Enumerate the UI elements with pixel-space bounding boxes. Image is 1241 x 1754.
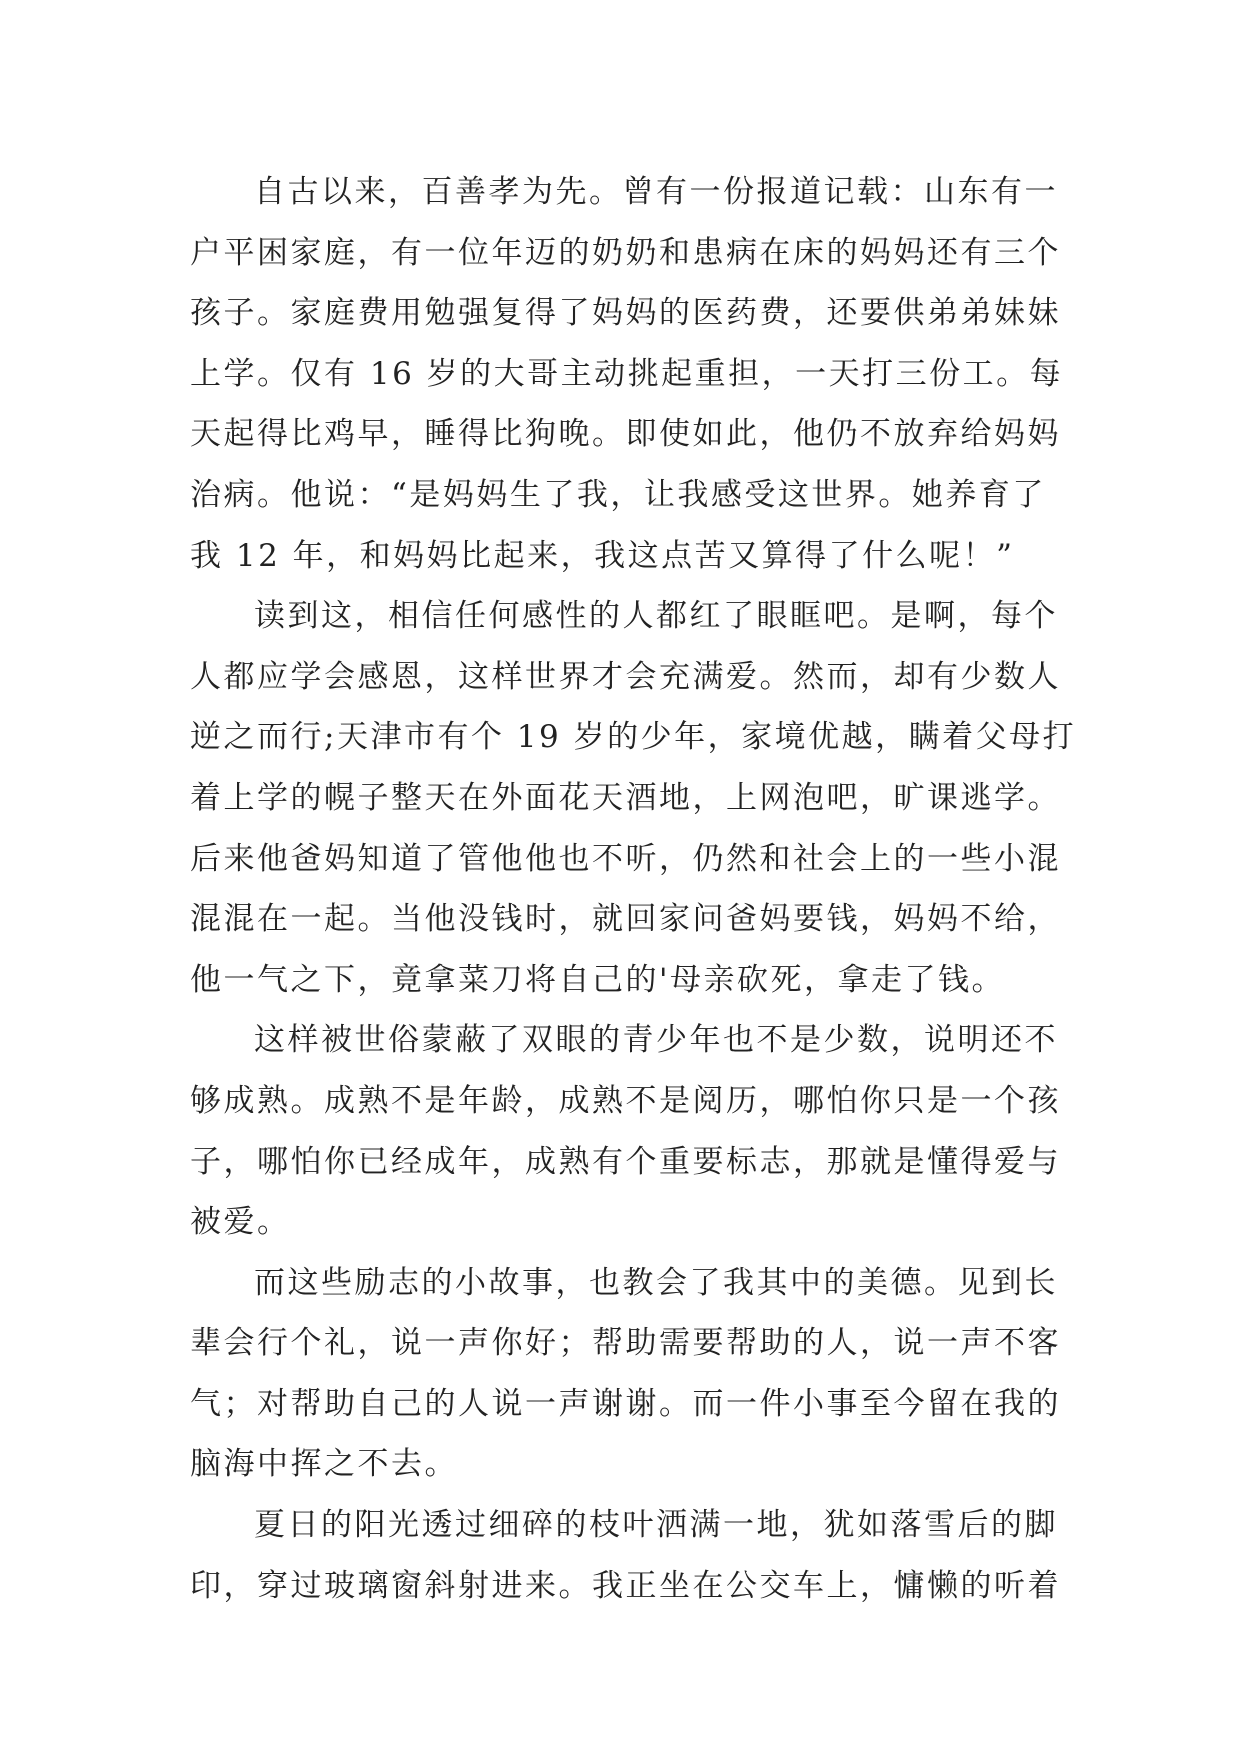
text-line: 混混在一起。当他没钱时，就回家问爸妈要钱，妈妈不给， [190,901,1061,938]
text-line: 读到这，相信任何感性的人都红了眼眶吧。是啊，每个 [254,598,1058,635]
text-line: 他一气之下，竟拿菜刀将自己的'母亲砍死，拿走了钱。 [190,961,1006,998]
text-line: 子，哪怕你已经成年，成熟有个重要标志，那就是懂得爱与 [190,1143,1061,1180]
text-line: 够成熟。成熟不是年龄，成熟不是阅历，哪怕你只是一个孩 [190,1082,1061,1119]
text-line: 逆之而行;天津市有个 19 岁的少年，家境优越，瞒着父母打 [190,719,1077,756]
text-line: 夏日的阳光透过细碎的枝叶洒满一地，犹如落雪后的脚 [254,1507,1058,1544]
text-line: 我 12 年，和妈妈比起来，我这点苦又算得了什么呢！” [190,537,1015,574]
text-line: 气；对帮助自己的人说一声谢谢。而一件小事至今留在我的 [190,1385,1061,1422]
text-line: 户平困家庭，有一位年迈的奶奶和患病在床的妈妈还有三个 [190,234,1061,271]
text-line: 孩子。家庭费用勉强复得了妈妈的医药费，还要供弟弟妹妹 [190,295,1061,332]
text-line: 后来他爸妈知道了管他他也不听，仍然和社会上的一些小混 [190,840,1061,877]
text-line: 辈会行个礼，说一声你好；帮助需要帮助的人，说一声不客 [190,1325,1061,1362]
text-line: 被爱。 [190,1204,291,1241]
text-line: 而这些励志的小故事，也教会了我其中的美德。见到长 [254,1264,1058,1301]
text-line: 脑海中挥之不去。 [190,1446,458,1483]
paragraph-1 [190,162,1064,586]
text-line: 自古以来，百善孝为先。曾有一份报道记载：山东有一 [254,174,1058,210]
text-line: 上学。仅有 16 岁的大哥主动挑起重担，一天打三份工。每 [190,355,1064,392]
paragraph-5 [190,1495,1061,1616]
paragraph-4 [190,1253,1061,1495]
text-line: 治病。他说：“是妈妈生了我，让我感受这世界。她养育了 [190,476,1046,513]
document-body [190,162,1077,1616]
text-line: 这样被世俗蒙蔽了双眼的青少年也不是少数，说明还不 [254,1022,1058,1059]
text-line: 天起得比鸡早，睡得比狗晚。即使如此，他仍不放弃给妈妈 [190,416,1061,453]
text-line: 着上学的幌子整天在外面花天酒地，上网泡吧，旷课逃学。 [190,779,1061,816]
text-line: 印，穿过玻璃窗斜射进来。我正坐在公交车上，慵懒的听着 [190,1567,1061,1604]
paragraph-2 [190,586,1077,1010]
paragraph-3 [190,1010,1061,1252]
text-line: 人都应学会感恩，这样世界才会充满爱。然而，却有少数人 [190,658,1061,695]
